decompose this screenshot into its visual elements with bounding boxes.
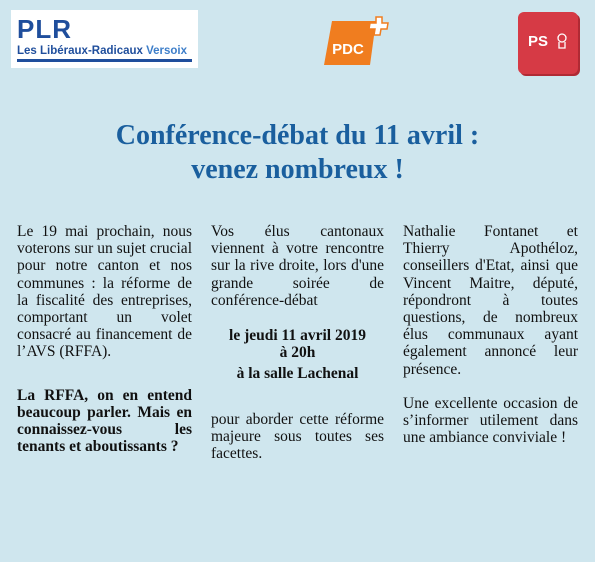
plr-logo — [11, 10, 198, 68]
topic-paragraph: pour aborder cette réforme majeure sous toutes ses facettes. — [211, 410, 384, 463]
ps-logo-label: PS — [528, 33, 549, 50]
column-left — [17, 223, 192, 455]
speakers-paragraph: Nathalie Fontanet et Thierry Apothéloz, conseillers d'Etat, ainsi que Vincent Maitre, député, répondront à toutes questions, de nombreux élus communaux ayant également annoncé leur présence. — [403, 223, 578, 378]
closing-paragraph: Une excellente occasion de s’informer utilement dans une ambiance conviviale ! — [403, 394, 578, 447]
ps-logo — [518, 12, 578, 74]
plr-logo-place: Versoix — [146, 45, 188, 57]
column-right — [403, 223, 578, 446]
plr-logo-name: Les Libéraux-Radicaux — [17, 45, 143, 57]
plr-logo-abbr: PLR — [17, 14, 72, 44]
column-middle — [211, 223, 384, 462]
title-line-2: venez nombreux ! — [191, 154, 404, 185]
pdc-logo-label: PDC — [332, 41, 364, 58]
event-date: le jeudi 11 avril 2019 — [229, 327, 366, 345]
title-line-1: Conférence-débat du 11 avril : — [115, 120, 480, 151]
page-title — [0, 119, 595, 187]
plr-logo-name-line — [17, 44, 192, 58]
invitation-paragraph: Vos élus cantonaux viennent à votre rencontre sur la rive droite, lors d'une grande soirée de conférence-débat — [211, 223, 384, 309]
event-venue: à la salle Lachenal — [236, 365, 359, 383]
pdc-logo — [318, 15, 390, 69]
rose-icon — [555, 33, 569, 49]
plr-logo-bar — [17, 59, 192, 62]
question-paragraph: La RFFA, on en entend beaucoup parler. Mais en connaissez-vous les tenants et aboutissants ? — [17, 386, 192, 456]
event-time: à 20h — [279, 344, 316, 362]
pdc-logo-shape — [318, 15, 390, 69]
intro-paragraph: Le 19 mai prochain, nous voterons sur un sujet crucial pour notre canton et nos communes : la réforme de la fiscalité des entreprises, comportant un volet consacré au financement de l’AVS (RFFA). — [17, 223, 192, 361]
